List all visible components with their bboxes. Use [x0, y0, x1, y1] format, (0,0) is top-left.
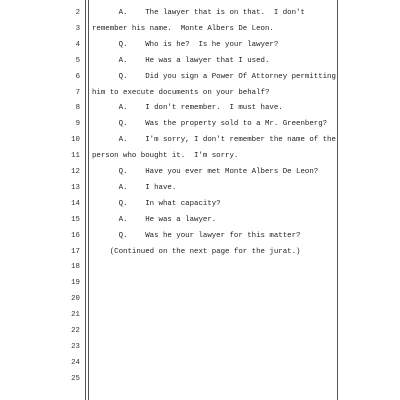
transcript-line: [0, 100, 340, 116]
line-number: 19: [71, 279, 80, 288]
transcript-line: [0, 275, 340, 291]
line-text: A. I have.: [92, 183, 177, 192]
line-number: 6: [75, 72, 80, 81]
transcript-line: [0, 85, 340, 101]
line-number: 15: [71, 215, 80, 224]
line-text: (Continued on the next page for the jurat.): [92, 247, 301, 256]
line-number: 11: [71, 152, 80, 161]
transcript-line: [0, 148, 340, 164]
line-number: 5: [75, 56, 80, 65]
transcript-line: [0, 180, 340, 196]
transcript-line: [0, 259, 340, 275]
transcript-line: [0, 244, 340, 260]
line-number: 20: [71, 295, 80, 304]
line-number: 4: [75, 40, 80, 49]
line-text: Q. Have you ever met Monte Albers De Leon?: [92, 168, 319, 176]
transcript-line: [0, 339, 340, 355]
line-number: 25: [71, 374, 80, 383]
transcript-line: [0, 164, 340, 180]
transcript-line: [0, 69, 340, 85]
line-number: 12: [71, 168, 80, 176]
transcript-line: [0, 307, 340, 323]
line-text: Q. Was he your lawyer for this matter?: [92, 231, 301, 240]
transcript-line: [0, 37, 340, 53]
line-number: 14: [71, 199, 80, 208]
line-number: 10: [71, 136, 80, 145]
line-number: 9: [75, 120, 80, 129]
transcript-line: [0, 21, 340, 37]
line-number: 3: [75, 24, 80, 33]
line-text: person who bought it. I'm sorry.: [92, 152, 239, 161]
line-number: 17: [71, 247, 80, 256]
line-number: 16: [71, 231, 80, 240]
transcript-line: [0, 371, 340, 387]
line-number: 7: [75, 88, 80, 97]
line-number: 23: [71, 342, 80, 351]
line-text: Q. Did you sign a Power Of Attorney permitting: [92, 72, 336, 81]
line-text: A. He was a lawyer.: [92, 215, 217, 224]
transcript-line: [0, 212, 340, 228]
transcript-line: [0, 355, 340, 371]
line-text: Q. In what capacity?: [92, 199, 221, 208]
line-text: Q. Was the property sold to a Mr. Greenberg?: [92, 120, 328, 129]
line-text: A. I'm sorry, I don't remember the name of the: [92, 136, 336, 145]
line-number: 18: [71, 263, 80, 272]
line-number: 2: [75, 9, 80, 17]
transcript-line: [0, 5, 340, 21]
line-text: remember his name. Monte Albers De Leon.: [92, 24, 274, 33]
transcript-line: [0, 228, 340, 244]
line-text: A. He was a lawyer that I used.: [92, 56, 270, 65]
transcript-line: [0, 116, 340, 132]
transcript-line: [0, 291, 340, 307]
line-text: him to execute documents on your behalf?: [92, 88, 270, 97]
line-text: A. The lawyer that is on that. I don't: [92, 9, 305, 17]
line-number: 13: [71, 183, 80, 192]
transcript-line: [0, 53, 340, 69]
transcript-line: [0, 132, 340, 148]
line-number: 24: [71, 358, 80, 367]
line-number: 21: [71, 311, 80, 320]
line-text: Q. Who is he? Is he your lawyer?: [92, 40, 279, 49]
transcript-line: [0, 196, 340, 212]
transcript-line: [0, 323, 340, 339]
line-number: 8: [75, 104, 80, 113]
line-text: A. I don't remember. I must have.: [92, 104, 283, 113]
line-number: 22: [71, 327, 80, 335]
